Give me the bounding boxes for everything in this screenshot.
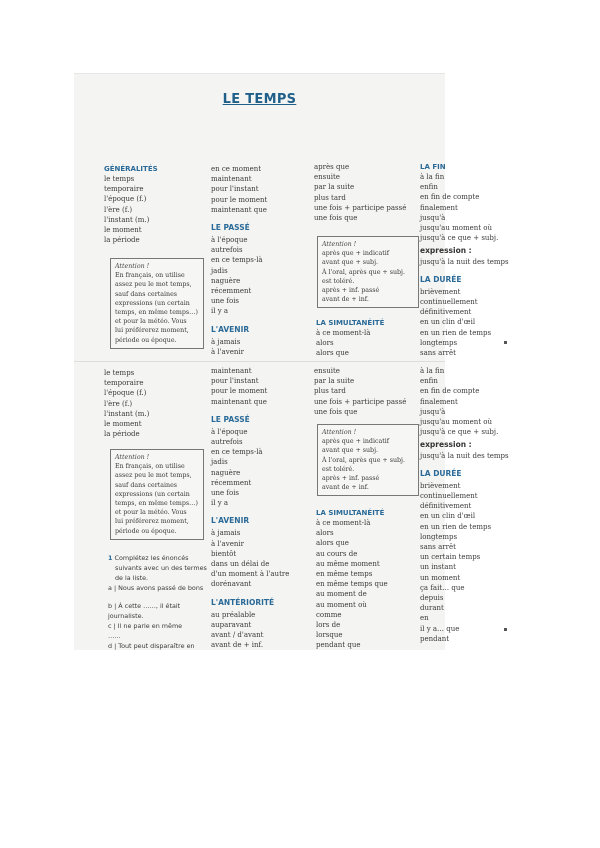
list-item: jusqu'à <box>420 407 446 416</box>
exercise-dots: …… <box>108 632 121 640</box>
list-item: plus tard <box>314 387 346 396</box>
simultaneite-column <box>316 508 416 651</box>
list-item: en fin de compte <box>420 193 480 202</box>
list-item: dorénavant <box>211 580 252 589</box>
list-item: il y a <box>211 307 229 316</box>
box-line: lui préférerez moment, <box>115 518 189 526</box>
avenir-heading: L'AVENIR <box>211 324 250 334</box>
exercise-instruction: Complétez les énoncés <box>114 554 189 562</box>
list-item: à jamais <box>211 337 241 346</box>
list-item: pendant que <box>316 641 361 650</box>
list-item: à ce moment-là <box>316 329 371 337</box>
box-line: avant que + subj. <box>322 259 379 267</box>
simultaneite-list <box>316 328 416 359</box>
box-line: période ou époque. <box>115 527 177 535</box>
box-line: En français, on utilise <box>115 272 185 280</box>
list-item: bientôt <box>211 549 237 558</box>
attention-label: Attention ! <box>322 241 357 248</box>
list-item: une fois + participe passé <box>314 203 407 212</box>
list-item: pour le moment <box>211 387 268 396</box>
list-item: jusqu'au moment où <box>420 418 492 427</box>
list-item: au cours de <box>316 549 358 558</box>
list-item: avant de + inf. <box>211 641 264 650</box>
list-item: pour le moment <box>211 195 268 204</box>
list-item: par la suite <box>314 183 355 192</box>
list-item: maintenant que <box>211 397 267 406</box>
list-item: jusqu'à ce que + subj. <box>420 234 499 243</box>
list-item: il y a… que <box>420 624 460 633</box>
list-item: en fin de compte <box>420 387 480 396</box>
list-item: en un clin d'œil <box>420 318 476 327</box>
simultaneite-heading: LA SIMULTANÉITÉ <box>316 319 385 327</box>
list-item: avant / d'avant <box>211 631 264 640</box>
list-item: longtemps <box>420 532 458 541</box>
passe-heading: LE PASSÉ <box>211 414 250 424</box>
list-item: alors <box>316 339 334 348</box>
list-item: à l'époque <box>211 236 248 245</box>
list-item: jusqu'au moment où <box>420 224 492 233</box>
list-item: un instant <box>420 563 456 572</box>
list-item: un certain temps <box>420 553 481 562</box>
exercise-line: suivants avec un des termes <box>115 564 207 572</box>
list-item: un moment <box>420 573 461 582</box>
list-item: une fois que <box>314 214 358 223</box>
list-item: au préalable <box>211 610 256 619</box>
passe-list <box>211 427 306 509</box>
list-item: continuellement <box>420 298 478 307</box>
list-item: l'instant (m.) <box>104 409 150 418</box>
list-item: alors que <box>316 539 349 548</box>
list-item: alors que <box>316 349 349 358</box>
list-item: jusqu'à <box>420 213 446 222</box>
list-item: lors de <box>316 621 341 630</box>
box-line: et pour la météo. Vous <box>115 509 187 517</box>
list-item: l'époque (f.) <box>104 389 147 398</box>
list-item: longtemps <box>420 338 458 347</box>
fin-duree-column <box>420 162 520 358</box>
passe-heading: LE PASSÉ <box>211 223 250 233</box>
posteriorite-list <box>314 162 414 223</box>
generalites-list <box>104 368 194 439</box>
attention-text <box>322 437 414 492</box>
box-line: sauf dans certaines <box>115 290 178 298</box>
list-item: autrefois <box>211 438 243 447</box>
list-item: sans arrêt <box>420 349 456 358</box>
scan-mark <box>504 628 507 631</box>
list-item: récemment <box>211 478 252 487</box>
list-item: pour l'instant <box>211 377 259 386</box>
list-item: brièvement <box>420 287 461 296</box>
fin-heading: LA FIN <box>420 163 446 171</box>
box-line: période ou époque. <box>115 336 177 344</box>
attention-box-1 <box>110 258 204 349</box>
generalites-column <box>104 368 194 439</box>
box-line: avant de + inf. <box>322 484 369 492</box>
box-line: temps, en même temps…) <box>115 500 198 508</box>
list-item: après que <box>314 163 350 171</box>
list-item: au moment où <box>316 600 367 609</box>
list-item: lorsque <box>316 631 343 640</box>
list-item: le temps <box>104 369 135 377</box>
avenir-list <box>211 337 306 357</box>
generalites-heading: GÉNÉRALITÉS <box>104 165 158 173</box>
box-line: est toléré. <box>322 465 355 473</box>
list-item: autrefois <box>211 246 243 255</box>
list-item: à jamais <box>211 529 241 538</box>
list-item: le moment <box>104 226 142 235</box>
list-item: définitivement <box>420 502 472 511</box>
list-item: en même temps que <box>316 580 388 589</box>
box-line: avant de + inf. <box>322 296 369 304</box>
attention-box-1 <box>110 449 204 540</box>
list-item: à ce moment-là <box>316 519 371 527</box>
list-item: jadis <box>211 458 228 467</box>
box-line: expressions (un certain <box>115 299 190 307</box>
posteriorite-column <box>314 162 414 223</box>
list-item: en même temps <box>316 570 373 579</box>
attention-text <box>115 462 199 536</box>
exercise-item-d: d | Tout peut disparaître en <box>108 642 195 650</box>
simultaneite-column <box>316 318 416 359</box>
passe-column <box>211 366 306 650</box>
box-line: après + inf. passé <box>322 287 380 295</box>
list-item: comme <box>316 610 342 619</box>
list-item: alors <box>316 529 334 538</box>
list-item: au moment de <box>316 590 367 599</box>
list-item: en ce moment <box>211 165 262 173</box>
list-item: une fois <box>211 489 240 498</box>
simultaneite-list <box>316 518 416 651</box>
list-item: enfin <box>420 377 438 386</box>
list-item: pendant <box>420 634 450 643</box>
list-item: l'instant (m.) <box>104 215 150 224</box>
list-item: maintenant <box>211 175 252 184</box>
generalites-list <box>104 174 194 245</box>
attention-label: Attention ! <box>115 454 150 461</box>
list-item: jadis <box>211 266 228 275</box>
list-item: sans arrêt <box>420 543 456 552</box>
exercise-line: de la liste. <box>115 574 149 582</box>
list-item: ça fait… que <box>420 583 465 592</box>
generalites-column <box>104 164 194 245</box>
exercise-number: 1 <box>108 554 113 562</box>
duree-list <box>420 287 520 358</box>
list-item: finalement <box>420 397 458 406</box>
list-item: le moment <box>104 420 142 429</box>
list-item: maintenant que <box>211 205 267 214</box>
attention-box-2 <box>317 424 419 496</box>
scan-top-section <box>74 73 509 361</box>
list-item: naguère <box>211 276 241 285</box>
attention-label: Attention ! <box>322 429 357 436</box>
present-list <box>211 164 306 215</box>
fin-duree-column <box>420 366 520 644</box>
page-title: LE TEMPS <box>222 92 297 107</box>
box-line: À l'oral, après que + subj. <box>322 456 405 464</box>
box-line: expressions (un certain <box>115 490 190 498</box>
list-item: finalement <box>420 203 458 212</box>
attention-text <box>115 271 199 345</box>
list-item: d'un moment à l'autre <box>211 570 290 579</box>
list-item: enfin <box>420 183 438 192</box>
list-item: une fois + participe passé <box>314 397 407 406</box>
list-item: par la suite <box>314 377 355 386</box>
list-item: temporaire <box>104 379 144 388</box>
exercise-item-b: b | À cette ……, il était <box>108 602 181 610</box>
list-item: durant <box>420 604 444 613</box>
list-item: maintenant <box>211 367 252 375</box>
box-line: après que + indicatif <box>322 438 390 446</box>
simultaneite-heading: LA SIMULTANÉITÉ <box>316 509 385 517</box>
list-item: la période <box>104 236 140 245</box>
duree-heading: LA DURÉE <box>420 274 462 284</box>
expression-label: expression : <box>420 440 472 450</box>
posteriorite-list <box>314 366 414 417</box>
list-item: ensuite <box>314 173 340 182</box>
list-item: l'ère (f.) <box>104 205 133 214</box>
list-item: à la fin <box>420 173 445 181</box>
list-item: plus tard <box>314 193 346 202</box>
list-item: en un clin d'œil <box>420 512 476 521</box>
box-line: est toléré. <box>322 277 355 285</box>
list-item: récemment <box>211 287 252 296</box>
list-item: temporaire <box>104 185 144 194</box>
exercise-item-a: a | Nous avons passé de bons <box>108 584 204 592</box>
list-item: en <box>420 614 429 623</box>
fin-list <box>420 172 520 243</box>
box-line: après + inf. passé <box>322 475 380 483</box>
list-item: continuellement <box>420 492 478 501</box>
avenir-heading: L'AVENIR <box>211 516 250 526</box>
box-line: avant que + subj. <box>322 447 379 455</box>
box-line: temps, en même temps…) <box>115 309 198 317</box>
avenir-list <box>211 528 306 589</box>
list-item: en un rien de temps <box>420 522 492 531</box>
list-item: au même moment <box>316 559 380 568</box>
attention-box-2 <box>317 236 419 308</box>
box-line: À l'oral, après que + subj. <box>322 268 405 276</box>
exercise-block <box>108 553 208 651</box>
fin-list <box>420 366 520 437</box>
expression-text: jusqu'à la nuit des temps <box>420 257 509 266</box>
list-item: brièvement <box>420 481 461 490</box>
list-item: il y a <box>211 499 229 508</box>
list-item: naguère <box>211 468 241 477</box>
list-item: à la fin <box>420 367 445 375</box>
expression-label: expression : <box>420 246 472 256</box>
box-line: assez peu le mot temps, <box>115 472 192 480</box>
list-item: à l'avenir <box>211 539 244 548</box>
list-item: jusqu'à ce que + subj. <box>420 428 499 437</box>
list-item: en ce temps-là <box>211 256 263 265</box>
attention-text <box>322 249 414 304</box>
list-item: en ce temps-là <box>211 448 263 457</box>
attention-label: Attention ! <box>115 263 150 270</box>
list-item: pour l'instant <box>211 185 259 194</box>
anteriorite-heading: L'ANTÉRIORITÉ <box>211 597 275 607</box>
list-item: depuis <box>420 594 444 603</box>
exercise-item-c: c | Il ne parle en même <box>108 622 183 630</box>
exercise-instruction-cont <box>108 563 208 583</box>
expression-text: jusqu'à la nuit des temps <box>420 451 509 460</box>
box-line: En français, on utilise <box>115 463 185 471</box>
scan-mark <box>504 341 507 344</box>
list-item: une fois <box>211 297 240 306</box>
anteriorite-list <box>211 610 306 651</box>
list-item: à l'avenir <box>211 347 244 356</box>
list-item: dans un délai de <box>211 560 270 569</box>
box-line: sauf dans certaines <box>115 481 178 489</box>
box-line: et pour la météo. Vous <box>115 318 187 326</box>
present-list <box>211 366 306 407</box>
exercise-item-b-cont: journaliste. <box>108 612 144 620</box>
list-item: définitivement <box>420 308 472 317</box>
list-item: en un rien de temps <box>420 328 492 337</box>
passe-column <box>211 164 306 357</box>
list-item: une fois que <box>314 407 358 416</box>
box-line: lui préférerez moment, <box>115 327 189 335</box>
list-item: à l'époque <box>211 427 248 436</box>
list-item: l'ère (f.) <box>104 399 133 408</box>
list-item: auparavant <box>211 620 252 629</box>
scan-bottom-section <box>74 362 509 650</box>
list-item: la période <box>104 430 140 439</box>
box-line: après que + indicatif <box>322 250 390 258</box>
list-item: l'époque (f.) <box>104 195 147 204</box>
posteriorite-column <box>314 366 414 417</box>
duree-list <box>420 481 520 644</box>
box-line: assez peu le mot temps, <box>115 281 192 289</box>
duree-heading: LA DURÉE <box>420 468 462 478</box>
list-item: le temps <box>104 175 135 183</box>
passe-list <box>211 235 306 317</box>
list-item: ensuite <box>314 367 340 375</box>
